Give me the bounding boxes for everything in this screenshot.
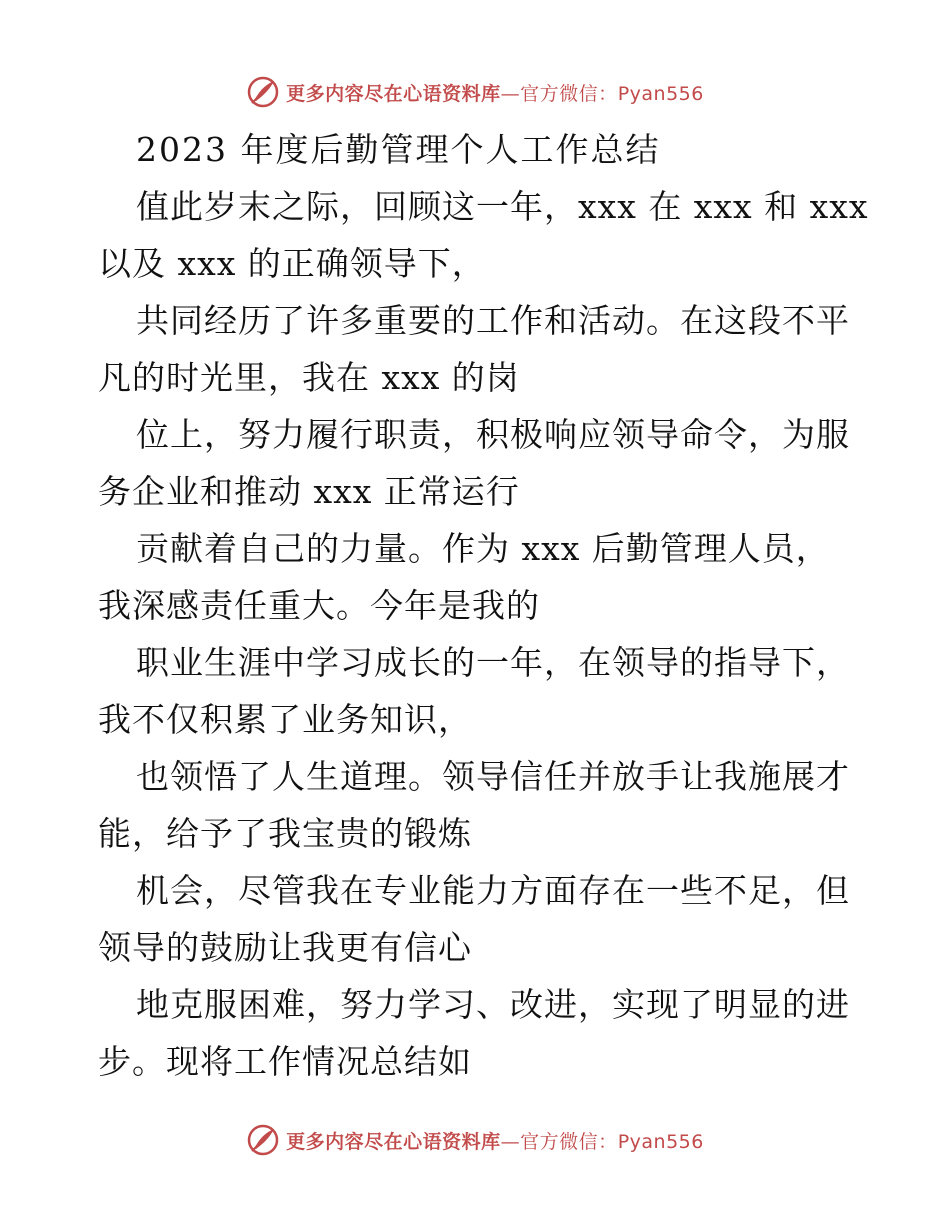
document-body <box>98 122 869 1090</box>
watermark-text <box>286 1127 704 1154</box>
paragraph-8 <box>98 976 858 1090</box>
paragraph-3 <box>98 406 858 520</box>
wechat-id: Pyan556 <box>617 1130 704 1153</box>
watermark-separator: — <box>500 1130 521 1153</box>
paragraph-line: 我不仅积累了业务知识， <box>98 700 472 739</box>
watermark-text <box>286 79 704 106</box>
paragraph-line: 机会，尽管我在专业能力方面存在一些不足，但 <box>136 871 850 910</box>
paragraph-1 <box>98 178 869 292</box>
wechat-label: 官方微信： <box>520 1130 618 1153</box>
paragraph-line: 位上，努力履行职责，积极响应领导命令，为服 <box>136 415 850 454</box>
paragraph-line: 职业生涯中学习成长的一年，在领导的指导下， <box>136 643 850 682</box>
quill-logo-icon <box>246 75 280 109</box>
paragraph-7 <box>98 862 858 976</box>
watermark-separator: — <box>500 82 521 105</box>
paragraph-line: 步。现将工作情况总结如 <box>98 1042 472 1081</box>
quill-logo-icon <box>246 1123 280 1157</box>
paragraph-line: 我深感责任重大。今年是我的 <box>98 586 540 625</box>
paragraph-line: 以及 xxx 的正确领导下， <box>98 244 486 283</box>
promo-text: 更多内容尽在心语资料库 <box>286 1130 501 1153</box>
paragraph-line: 务企业和推动 xxx 正常运行 <box>98 472 520 511</box>
header-watermark <box>0 72 950 112</box>
footer-watermark <box>0 1120 950 1160</box>
promo-text: 更多内容尽在心语资料库 <box>286 82 501 105</box>
paragraph-6 <box>98 748 858 862</box>
wechat-id: Pyan556 <box>617 82 704 105</box>
paragraph-4 <box>98 520 858 634</box>
paragraph-line: 能，给予了我宝贵的锻炼 <box>98 814 472 853</box>
paragraph-5 <box>98 634 858 748</box>
paragraph-line: 凡的时光里，我在 xxx 的岗 <box>98 358 520 397</box>
paragraph-line: 也领悟了人生道理。领导信任并放手让我施展才 <box>136 757 850 796</box>
paragraph-line: 值此岁末之际，回顾这一年，xxx 在 xxx 和 xxx <box>136 187 869 226</box>
wechat-label: 官方微信： <box>520 82 618 105</box>
paragraph-line: 共同经历了许多重要的工作和活动。在这段不平 <box>136 301 850 340</box>
paragraph-line: 领导的鼓励让我更有信心 <box>98 928 472 967</box>
paragraph-line: 贡献着自己的力量。作为 xxx 后勤管理人员， <box>136 529 830 568</box>
document-title: 2023 年度后勤管理个人工作总结 <box>136 130 661 169</box>
paragraph-line: 地克服困难，努力学习、改进，实现了明显的进 <box>136 985 850 1024</box>
paragraph-2 <box>98 292 858 406</box>
